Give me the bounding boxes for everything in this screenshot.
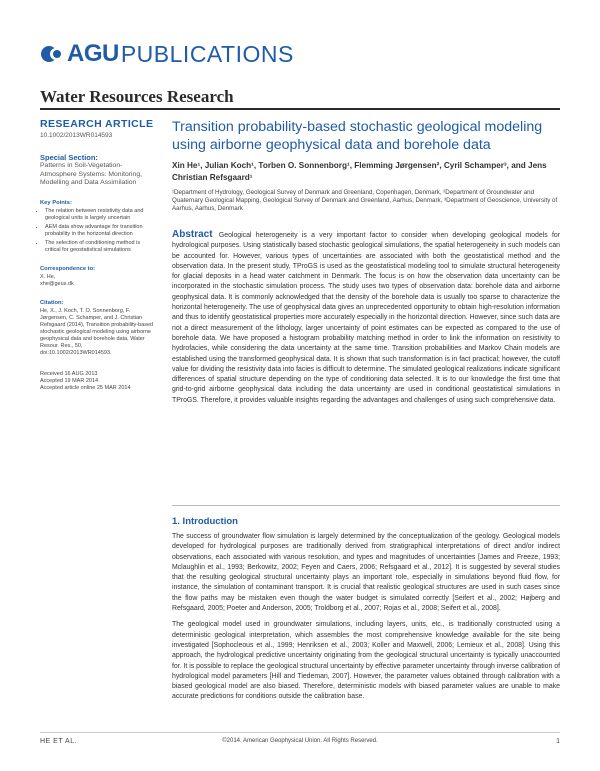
key-point: • The selection of conditioning method is critical for geostatistical simulations: [45, 240, 155, 254]
intro-paragraph: The success of groundwater flow simulation is largely determined by the conceptualization of the geology. Geological models developed for hydrological purposes are traditionally derived from stratigraphical interpretations of direct and/or indirect observations, each associated with various resolution, and types and magnitudes of uncertainties [James and Freeze, 1993; Mclaughlin et al., 1993; Berkowitz, 2002; Feyen and Caers, 2006; Refsgaard et al., 2012]. It is suggested by several studies that the resulting geological structural uncertainty plays an important role, especially in simulations beyond fluid flow, for instance, the simulation of contaminant transport. It is crucial that realistic geological structures are used in such cases since the flow paths may be mistaken even though the water budget is simulated correctly [Seifert et al., 2002; Højberg and Refsgaard, 2005; Poeter and Anderson, 2005; Troldborg et al., 2007; Rojas et al., 2008; Seifert et al., 2008].: [172, 533, 560, 613]
correspondence-heading: Correspondence to:: [40, 265, 96, 272]
citation-text: He, X., J. Koch, T. O. Sonnenborg, F. Jørgensen, C. Schamper, and J. Christian Refsgaard (2014), Transition probability-based stochastic geological modeling using airborne geophysical data and borehole data, Water Resour. Res., 50, doi:10.1002/2013WR014593.: [40, 307, 154, 356]
correspondence-name: X. He,: [40, 273, 56, 280]
agu-logo: [40, 40, 294, 68]
abstract-label: Abstract: [172, 229, 213, 240]
accepted-online-date: Accepted article online 25 MAR 2014: [40, 384, 131, 391]
received-date: Received 16 AUG 2013: [40, 370, 98, 377]
doi: 10.1002/2013WR014593: [40, 132, 113, 139]
journal-title: Water Resources Research: [40, 87, 234, 106]
agu-globe-icon: [40, 43, 64, 65]
footer-copyright: ©2014. American Geophysical Union. All Rights Reserved.: [222, 738, 378, 744]
key-point: • AEM data show advantage for transition probability in the horizontal direction: [45, 224, 155, 238]
abstract: [172, 230, 560, 406]
article-type: RESEARCH ARTICLE: [40, 118, 154, 130]
logo-publications-text: PUBLICATIONS: [120, 40, 294, 67]
intro-paragraph: The geological model used in groundwater simulations, including layers, units, etc., is traditionally constructed using a deterministic geological interpretation, which assembles the most comprehensive knowledge available for the site being investigated [Sophocleous et al., 1999; Henriksen et al., 2003; Koller and Maxwell, 2006; Lemieux et al., 2008]. Using this approach, the hydrological predictive uncertainty originating from the geological structural uncertainty is typically unaccounted for. It is possible to replace the geological structural uncertainty by effective parameter uncertainty through inverse calibration of hydrological model parameters [Hill and Tiedeman, 2007]. However, the parameter values obtained through calibration with a biased geological model are also biased. Therefore, deterministic models with biased parameter values are unable to make accurate predictions for conditions outside the calibration base.: [172, 621, 560, 701]
key-points-heading: Key Points:: [40, 199, 72, 206]
affiliations: ¹Department of Hydrology, Geological Survey of Denmark and Greenland, Copenhagen, Denmark, ²Department of Groundwater and Quaternary Geological Mapping, Geological Survey of Denmark and Greenland, Aarhus, Denmark, ³Department of Geoscience, University of Aarhus, Aarhus, Denmark: [172, 189, 558, 212]
logo-agu-text: AGU: [67, 40, 119, 67]
footer-rule: [40, 732, 560, 733]
citation-heading: Citation:: [40, 299, 64, 306]
correspondence-email[interactable]: xhe@geus.dk: [40, 280, 74, 287]
author-list: Xin He¹, Julian Koch¹, Torben O. Sonnenborg¹, Flemming Jørgensen², Cyril Schamper³, and Jens Christian Refsgaard¹: [172, 161, 547, 182]
introduction: [172, 532, 560, 709]
special-section-text: Patterns in Soil-Vegetation-Atmosphere Systems: Monitoring, Modelling and Data Assimilation: [40, 162, 142, 187]
accepted-date: Accepted 19 MAR 2014: [40, 377, 99, 384]
abstract-text: Geological heterogeneity is a very important factor to consider when developing geological models for hydrological purposes. Using statistically based stochastic geological simulations, the spatial heterogeneity in such models can be accounted for. However, various types of uncertainties are associated with both the geostatistical method and the observation data. In the present study, TProGS is used as the geostatistical modeling tool to simulate structural heterogeneity for glacial deposits in a head water catchment in Denmark. The focus is on how the observation data uncertainty can be incorporated in the stochastic simulation process. The study uses two types of observation data: borehole data and airborne geophysical data. It is commonly acknowledged that the density of the borehole data is usually too sparse to characterize the horizontal heterogeneity. The use of geophysical data gives an unprecedented opportunity to obtain high-resolution information and thus to identify geostatistical properties more accurately especially in the horizontal direction. However, since such data are not a direct measurement of the lithology, larger uncertainty of point estimates can be expected as compared to the use of borehole data. We have proposed a histogram probability matching method in order to link the information on resistivity to hydrofacies, while considering the data uncertainty at the same time. Transition probabilities and Markov Chain models are established using the transformed geophysical data. It is shown that such transformation is in fact practical; however, the cutoff value for dividing the resistivity data into facies is difficult to determine. The simulated geological realizations indicate significant differences of spatial structure depending on the type of conditioning data selected. It is to our knowledge the first time that grid-to-grid airborne geophysical data including the data uncertainty are used in conditional geostatistical simulations in TProGS. Therefore, it provides valuable insights regarding the advantages and challenges of using such comprehensive data.: [172, 232, 560, 404]
header-rule: [40, 108, 560, 110]
footer-running-head: HE ET AL.: [40, 738, 78, 745]
key-point: • The relation between resistivity data and geological units is largely uncertain: [45, 208, 155, 222]
section-rule: [172, 505, 560, 506]
page-number: 1: [556, 738, 560, 745]
sidebar: [40, 118, 155, 392]
special-section-heading: Special Section:: [40, 153, 98, 162]
article-main: [172, 118, 560, 406]
intro-heading: 1. Introduction: [172, 516, 238, 527]
key-points-list: [40, 208, 155, 254]
article-title: Transition probability-based stochastic geological modeling using airborne geophysical data and borehole data: [172, 119, 543, 153]
